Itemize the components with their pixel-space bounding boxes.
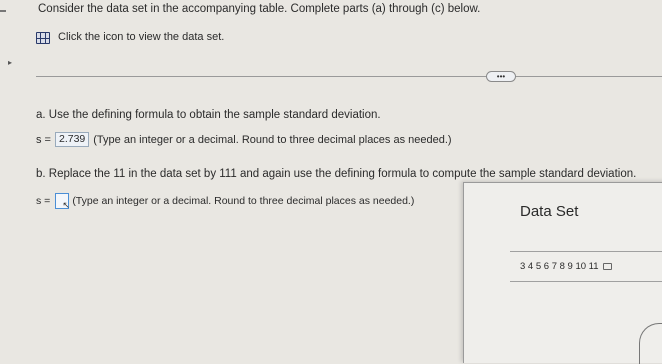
part-a-answer-label: s =	[36, 133, 51, 146]
popup-values-row	[520, 261, 612, 272]
copy-icon[interactable]	[603, 263, 612, 270]
more-button[interactable]: •••	[486, 71, 516, 82]
caret-marker-icon: ▸	[8, 58, 13, 67]
part-b-answer-field[interactable]	[55, 193, 69, 209]
part-b-question: b. Replace the 11 in the data set by 111 and again use the defining formula to compute the sample standard deviation.	[36, 168, 637, 180]
data-values: 3 4 5 6 7 8 9 10 11	[520, 261, 599, 272]
popup-divider	[510, 251, 662, 252]
part-b-answer-row	[36, 193, 414, 209]
left-edge-mark	[0, 10, 6, 12]
part-b-hint: (Type an integer or a decimal. Round to three decimal places as needed.)	[72, 195, 415, 207]
section-divider	[36, 76, 662, 77]
data-link-text: Click the icon to view the data set.	[58, 31, 225, 43]
intro-text: Consider the data set in the accompanying table. Complete parts (a) through (c) below.	[38, 3, 481, 15]
part-a-answer-row	[36, 132, 452, 147]
cursor-icon: ↖	[62, 200, 70, 210]
popup-title: Data Set	[520, 203, 579, 220]
part-a-hint: (Type an integer or a decimal. Round to three decimal places as needed.)	[93, 133, 452, 146]
popup-divider-bottom	[510, 281, 662, 282]
part-b-answer-label: s =	[36, 195, 51, 207]
part-a-answer-field[interactable]: 2.739	[55, 132, 89, 147]
data-set-popup	[463, 182, 662, 363]
popup-corner-decoration	[639, 323, 662, 364]
part-a-question: a. Use the defining formula to obtain the sample standard deviation.	[36, 109, 381, 121]
table-icon[interactable]	[36, 32, 50, 44]
